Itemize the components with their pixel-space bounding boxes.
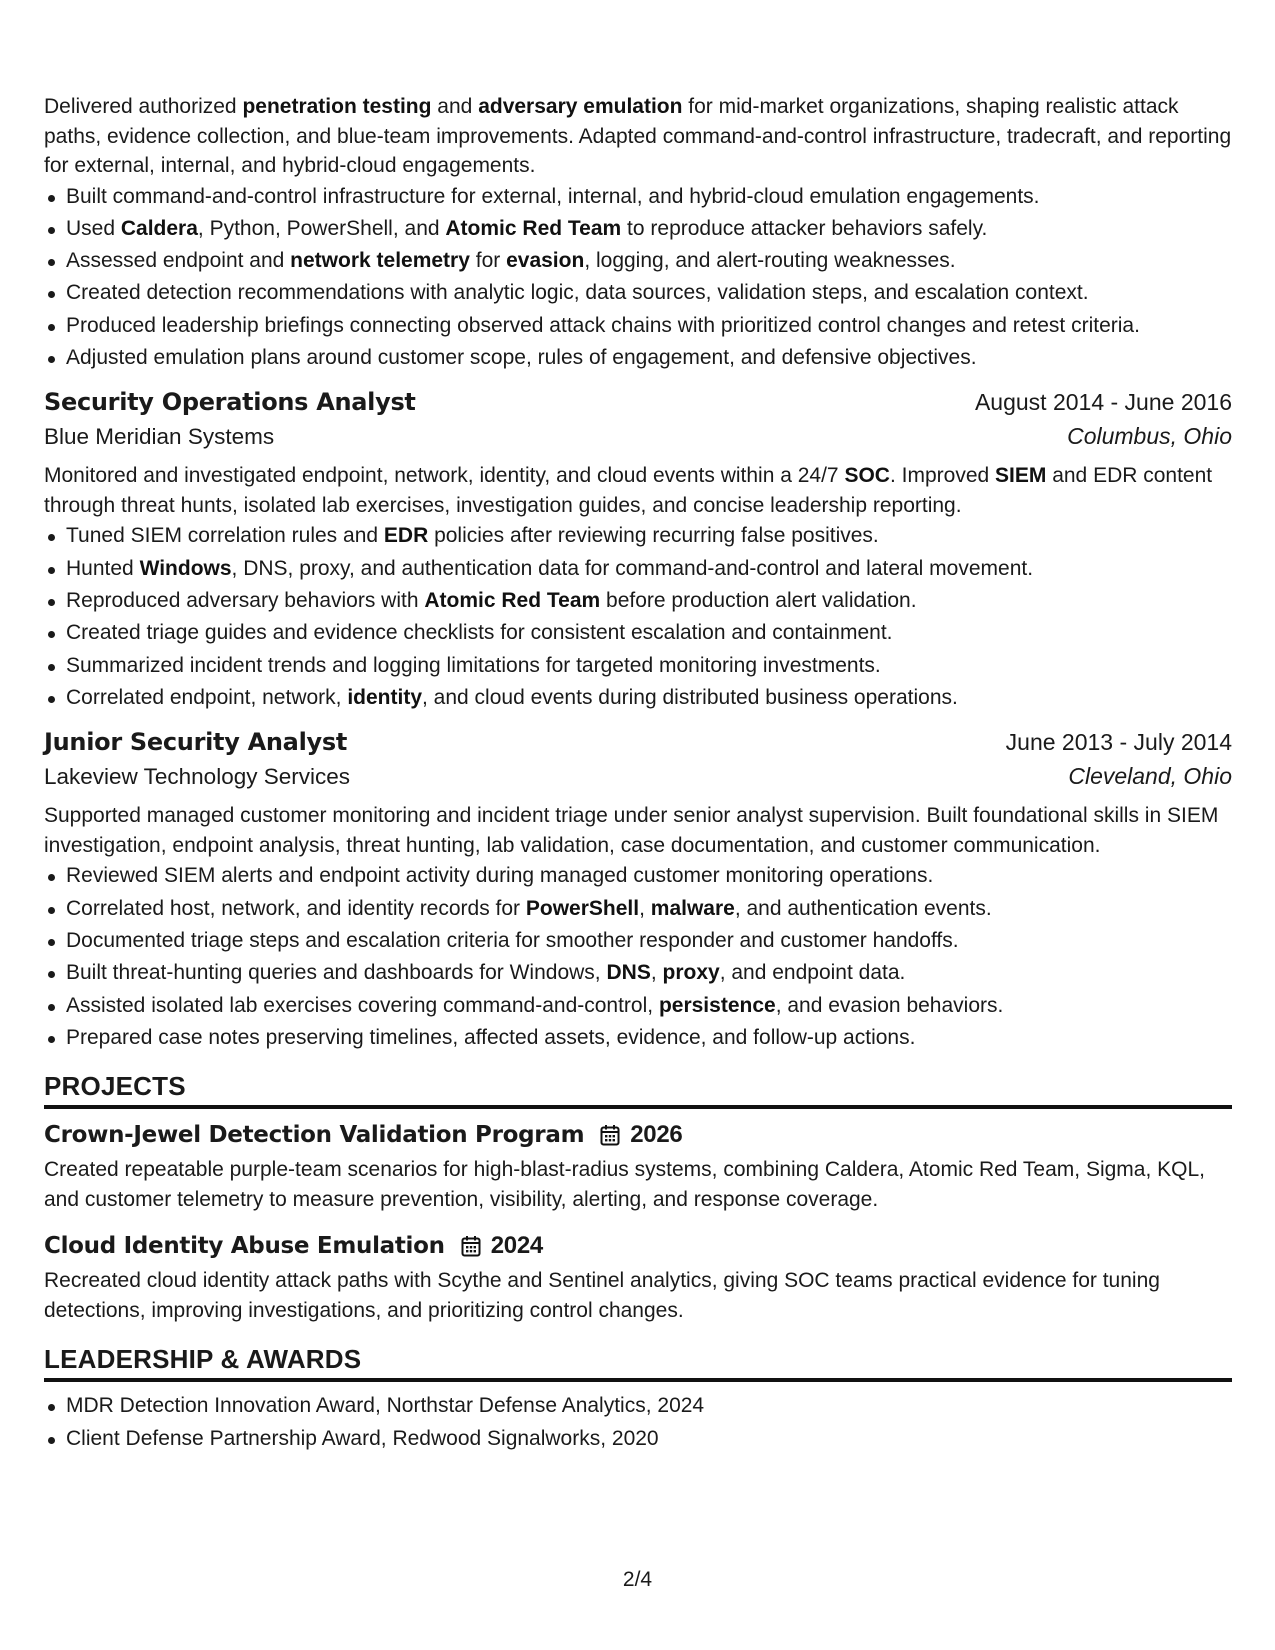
text-run: Hunted (66, 556, 140, 580)
job-summary (44, 461, 1232, 520)
text-run: and EDR content through threat hunts, isolated lab exercises, investigation guides, and concise leadership reporting. (44, 464, 1213, 517)
text-run: and (431, 95, 479, 118)
text-run: , and endpoint data. (719, 961, 906, 985)
bullet-item (44, 183, 1232, 212)
bold-keyword: Atomic Red Team (424, 589, 601, 613)
text-run: Reviewed SIEM alerts and endpoint activity during managed customer monitoring operations. (66, 864, 934, 888)
resume-page (44, 92, 1232, 1457)
project-name: Crown-Jewel Detection Validation Program (44, 1122, 585, 1149)
intro-bullet-list (44, 183, 1232, 373)
bold-keyword: DNS (606, 961, 651, 985)
bullet-item (44, 247, 1232, 276)
job-location: Cleveland, Ohio (1068, 763, 1232, 790)
award-item: Client Defense Partnership Award, Redwood Signalworks, 2020 (44, 1425, 1232, 1454)
bullet-item (44, 684, 1232, 713)
text-run: Documented triage steps and escalation criteria for smoother responder and customer handoffs. (66, 929, 959, 953)
text-run: Supported managed customer monitoring and incident triage under senior analyst supervision. Built foundational skills in SIEM investigation, endpoint analysis, threat hunting, lab validation, case documentation, and customer communication. (44, 804, 1219, 857)
bullet-item (44, 619, 1232, 648)
job-header (44, 726, 1232, 758)
bold-keyword: SOC (844, 464, 890, 488)
bullet-item (44, 992, 1232, 1021)
text-run: for (469, 249, 507, 273)
job-location: Columbus, Ohio (1067, 423, 1232, 450)
job-bullet-list (44, 522, 1232, 712)
bullet-item (44, 522, 1232, 551)
text-run: Summarized incident trends and logging limitations for targeted monitoring investments. (66, 653, 881, 677)
text-run: , (650, 961, 663, 985)
text-run: Correlated host, network, and identity records for (66, 896, 526, 920)
bold-keyword: network telemetry (290, 249, 470, 273)
bullet-item (44, 344, 1232, 373)
section-heading-awards: LEADERSHIP & AWARDS (44, 1343, 1232, 1382)
text-run: , DNS, proxy, and authentication data for command-and-control and lateral movement. (231, 556, 1034, 580)
job-subheader (44, 760, 1232, 793)
bullet-item (44, 959, 1232, 988)
project-year: 2026 (630, 1121, 683, 1149)
bullet-item (44, 312, 1232, 341)
text-run: Built threat-hunting queries and dashboards for Windows, (66, 961, 607, 985)
text-run: Tuned SIEM correlation rules and (66, 524, 384, 548)
company-name: Lakeview Technology Services (44, 764, 351, 790)
job-entry (44, 726, 1232, 1052)
intro-summary (44, 92, 1232, 181)
awards-section (44, 1343, 1232, 1453)
text-run: Used (66, 216, 121, 240)
text-run: , logging, and alert-routing weaknesses. (584, 249, 956, 273)
bold-keyword: Caldera (120, 216, 198, 240)
bold-keyword: EDR (383, 524, 429, 548)
bullet-item (44, 215, 1232, 244)
project-entry (44, 1230, 1232, 1325)
text-run: Delivered authorized (44, 95, 243, 118)
text-run: , and cloud events during distributed business operations. (422, 685, 958, 709)
bold-keyword: PowerShell (525, 896, 640, 920)
bullet-item (44, 895, 1232, 924)
intro-job-section (44, 92, 1232, 372)
project-year: 2024 (490, 1232, 543, 1260)
text-run: Correlated endpoint, network, (66, 685, 348, 709)
project-entry (44, 1119, 1232, 1214)
bold-keyword: Windows (139, 556, 232, 580)
text-run: Built command-and-control infrastructure for external, internal, and hybrid-cloud emulation engagements. (66, 184, 1040, 208)
bullet-item (44, 279, 1232, 308)
bold-keyword: proxy (662, 961, 720, 985)
text-run: Produced leadership briefings connecting observed attack chains with prioritized control changes and retest criteria. (66, 313, 1140, 337)
company-name: Blue Meridian Systems (44, 424, 275, 450)
bullet-item (44, 927, 1232, 956)
text-run: Assisted isolated lab exercises covering command-and-control, (66, 993, 659, 1017)
text-run: , and authentication events. (734, 896, 992, 920)
bold-keyword: adversary emulation (478, 95, 683, 118)
project-description: Created repeatable purple-team scenarios for high-blast-radius systems, combining Caldera, Atomic Red Team, Sigma, KQL, and customer telemetry to measure prevention, visibility, alerting, and response coverage. (44, 1158, 1205, 1211)
calendar-icon (461, 1235, 481, 1257)
project-description: Recreated cloud identity attack paths with Scythe and Sentinel analytics, giving SOC teams practical evidence for tuning detections, improving investigations, and prioritizing control changes. (44, 1269, 1160, 1322)
text-run: policies after reviewing recurring false positives. (428, 524, 879, 548)
award-item: MDR Detection Innovation Award, Northstar Defense Analytics, 2024 (44, 1392, 1232, 1421)
job-entry (44, 386, 1232, 712)
text-run: Assessed endpoint and (66, 249, 291, 273)
bullet-item (44, 555, 1232, 584)
awards-list (44, 1392, 1232, 1453)
project-name: Cloud Identity Abuse Emulation (44, 1233, 445, 1260)
project-header (44, 1230, 1232, 1262)
text-run: to reproduce attacker behaviors safely. (621, 216, 988, 240)
page-number: 2/4 (622, 1568, 653, 1591)
bullet-item (44, 587, 1232, 616)
text-run: Adjusted emulation plans around customer scope, rules of engagement, and defensive objectives. (66, 345, 977, 369)
text-run: Created triage guides and evidence checklists for consistent escalation and containment. (66, 621, 893, 645)
bold-keyword: SIEM (995, 464, 1047, 488)
bullet-item (44, 1024, 1232, 1053)
text-run: for mid-market organizations, shaping realistic attack paths, evidence collection, and blue-team improvements. Adapted command-and-control infrastructure, tradecraft, and reporting for external, internal, and hybrid-cloud engagements. (44, 95, 1232, 177)
job-title: Security Operations Analyst (44, 388, 416, 417)
job-subheader (44, 420, 1232, 453)
text-run: before production alert validation. (600, 589, 917, 613)
section-heading-projects: PROJECTS (44, 1070, 1232, 1109)
text-run: Monitored and investigated endpoint, network, identity, and cloud events within a 24/7 (44, 464, 845, 488)
job-header (44, 386, 1232, 418)
bold-keyword: malware (650, 896, 735, 920)
calendar-icon (600, 1124, 620, 1146)
text-run: . Improved (889, 464, 996, 488)
bold-keyword: penetration testing (242, 95, 432, 118)
bullet-item (44, 862, 1232, 891)
text-run: Created detection recommendations with analytic logic, data sources, validation steps, and escalation context. (66, 281, 1089, 305)
text-run: , (639, 896, 651, 920)
text-run: Reproduced adversary behaviors with (66, 589, 425, 613)
project-header (44, 1119, 1232, 1151)
bullet-item (44, 652, 1232, 681)
text-run: Prepared case notes preserving timelines, affected assets, evidence, and follow-up actions. (66, 1025, 916, 1049)
job-bullet-list (44, 862, 1232, 1052)
bold-keyword: evasion (506, 249, 585, 273)
projects-section (44, 1070, 1232, 1325)
text-run: , and evasion behaviors. (775, 993, 1004, 1017)
bold-keyword: persistence (658, 993, 776, 1017)
job-dates: June 2013 - July 2014 (1005, 729, 1232, 756)
job-summary (44, 801, 1232, 860)
job-dates: August 2014 - June 2016 (974, 389, 1232, 416)
text-run: , Python, PowerShell, and (197, 216, 446, 240)
job-title: Junior Security Analyst (44, 728, 348, 757)
bold-keyword: identity (347, 685, 422, 709)
bold-keyword: Atomic Red Team (445, 216, 622, 240)
